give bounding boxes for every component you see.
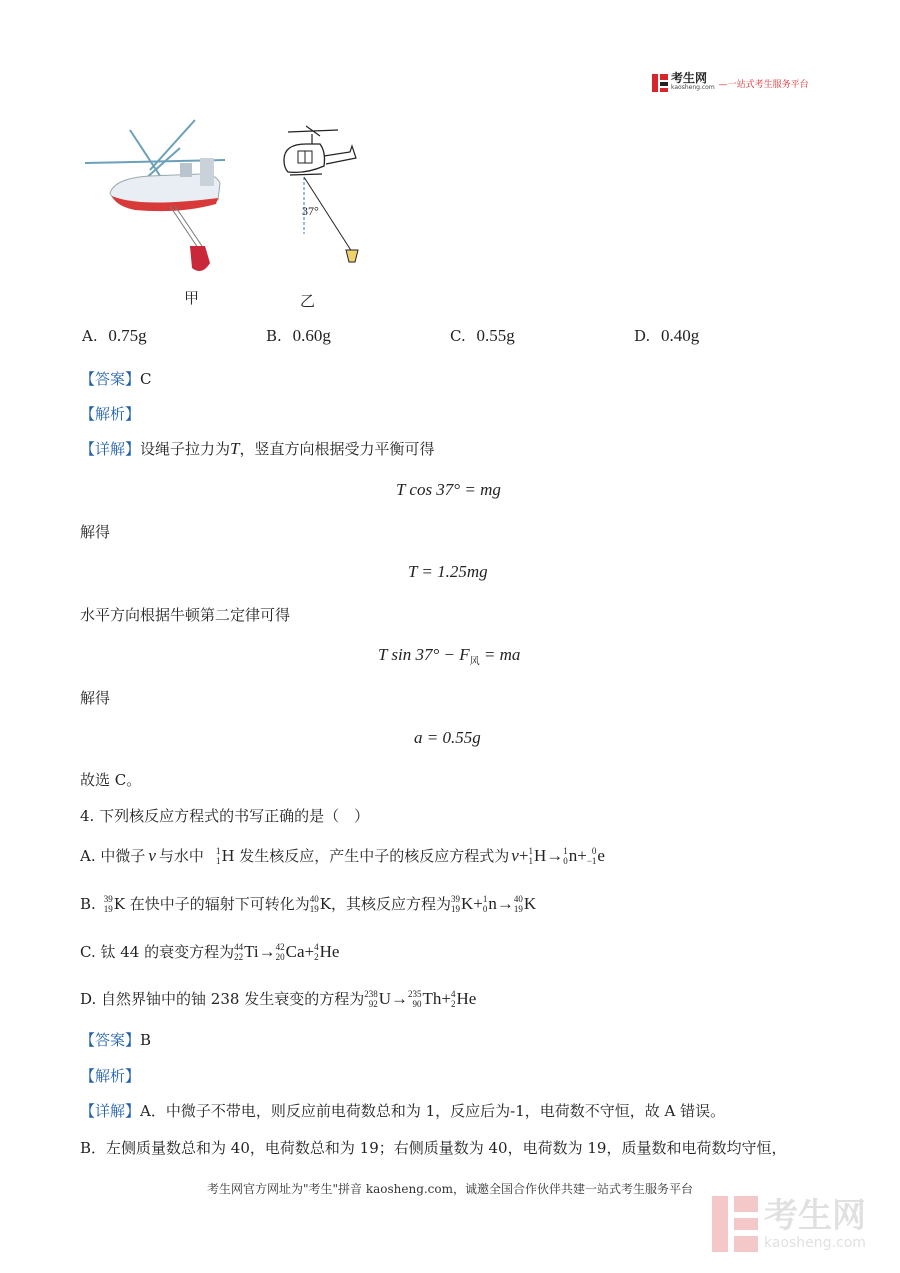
- option-b: B. 0.60g: [266, 326, 331, 345]
- brand-name: 考生网: [671, 71, 708, 85]
- q4-stem: 4. 下列核反应方程式的书写正确的是（ ）: [80, 807, 370, 825]
- watermark: 考生网 kaosheng.com: [712, 1196, 866, 1252]
- equation-2: T = 1.25mg: [408, 562, 488, 581]
- footer-text: 考生网官方网址为"考生"拼音 kaosheng.com，诚邀全国合作伙伴共建一站式考生服务平台: [206, 1182, 694, 1196]
- q3-detail: 【详解】设绳子拉力为T，竖直方向根据受力平衡可得: [80, 439, 435, 458]
- q4-option-a: A. 中微子 ν 与水中 1 1 H 发生核反应，产生中子的核反应方程式为 ν + 1 1 H → 1 0 n + 0 −1 e: [80, 846, 605, 866]
- q4-option-c: C. 钛 44 的衰变方程为 44 22 Ti → 42 20 Ca + 4 2 He: [80, 942, 340, 962]
- option-a: A. 0.75g: [82, 326, 147, 345]
- q3-answer: 【答案】C: [80, 370, 152, 388]
- q4-detail-a: 【详解】A．中微子不带电，则反应前电荷数总和为 1，反应后为-1，电荷数不守恒，故 A 错误。: [80, 1102, 726, 1120]
- helicopter-diagram: [276, 122, 366, 272]
- q4-answer: 【答案】B: [80, 1031, 152, 1049]
- kaosheng-logo-icon: [652, 74, 668, 92]
- solve-label-2: 解得: [80, 689, 111, 707]
- equation-1: T cos 37° = mg: [396, 480, 501, 499]
- q3-conclusion: 故选 C。: [80, 771, 142, 789]
- q4-option-b: B. 39 19 K 在快中子的辐射下可转化为 40 19 K，其核反应方程为 39 19 K + 1 0 n → 40 19 K: [80, 894, 537, 914]
- equation-4: a = 0.55g: [414, 728, 481, 747]
- option-d: D. 0.40g: [634, 326, 700, 345]
- q3-analysis-tag: 【解析】: [80, 405, 141, 423]
- brand-slogan: —一站式考生服务平台: [718, 79, 809, 90]
- angle-label: 37°: [302, 204, 319, 218]
- option-c: C. 0.55g: [450, 326, 515, 345]
- brand-domain: kaosheng.com: [671, 84, 715, 91]
- equation-3: T $\sin 37^\circ - F_风$ = ma: [378, 645, 521, 668]
- q4-option-d: D. 自然界铀中的铀 238 发生衰变的方程为 238 92 U → 235 90 Th + 4 2 He: [80, 989, 477, 1009]
- q4-detail-b: B．左侧质量数总和为 40，电荷数总和为 19；右侧质量数为 40，电荷数为 19，质量数和电荷数均守恒，: [80, 1139, 787, 1157]
- figure-label-left: 甲: [184, 289, 200, 307]
- figure-label-right: 乙: [300, 292, 316, 310]
- q4-analysis-tag: 【解析】: [80, 1067, 141, 1085]
- solve-label-1: 解得: [80, 523, 111, 541]
- helicopter-photo: [80, 118, 230, 283]
- watermark-logo-icon: [712, 1196, 758, 1252]
- header-logo[interactable]: [652, 73, 809, 93]
- horizontal-text: 水平方向根据牛顿第二定律可得: [80, 606, 291, 624]
